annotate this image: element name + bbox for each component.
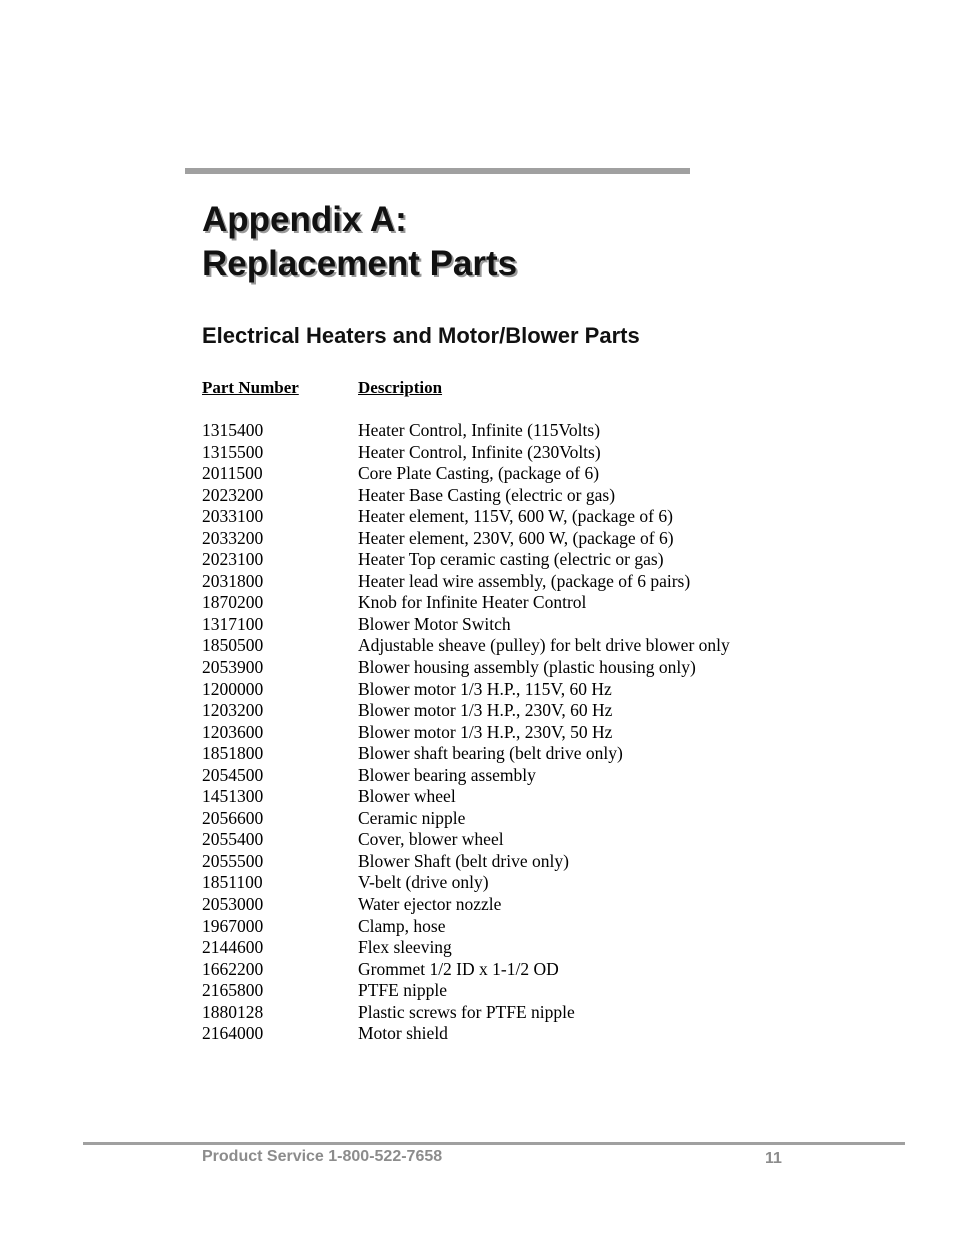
part-description: Adjustable sheave (pulley) for belt drive blower only <box>358 635 730 656</box>
table-row <box>202 528 730 550</box>
part-number: 1317100 <box>202 613 264 634</box>
table-row <box>202 808 730 830</box>
part-description: Grommet 1/2 ID x 1-1/2 OD <box>358 958 559 979</box>
part-description: Heater Control, Infinite (230Volts) <box>358 441 601 462</box>
part-number: 2033200 <box>202 527 264 548</box>
part-number: 2031800 <box>202 570 264 591</box>
page-title <box>202 198 517 286</box>
part-description: Blower Motor Switch <box>358 613 511 634</box>
table-row <box>202 485 730 507</box>
part-number: 2054500 <box>202 764 264 785</box>
table-row <box>202 571 730 593</box>
part-number: 2011500 <box>202 463 263 484</box>
part-number: 1870200 <box>202 592 264 613</box>
part-description: Heater Control, Infinite (115Volts) <box>358 420 601 440</box>
part-description: Blower Shaft (belt drive only) <box>358 850 569 871</box>
part-description: Clamp, hose <box>358 915 446 936</box>
part-number: 2023100 <box>202 549 264 570</box>
part-number: 1851100 <box>202 872 263 893</box>
part-description: Blower bearing assembly <box>358 764 536 785</box>
part-number: 2053000 <box>202 894 264 915</box>
table-row <box>202 829 730 851</box>
table-row <box>202 549 730 571</box>
part-description: PTFE nipple <box>358 980 447 1001</box>
part-description: Heater element, 115V, 600 W, (package of 6) <box>358 506 673 527</box>
part-description: Blower motor 1/3 H.P., 230V, 50 Hz <box>358 721 613 742</box>
table-row <box>202 851 730 873</box>
table-row <box>202 614 730 636</box>
table-row <box>202 916 730 938</box>
part-description: Flex sleeving <box>358 937 452 958</box>
part-number: 2055400 <box>202 829 264 850</box>
footer-divider <box>83 1142 905 1145</box>
part-description: Heater element, 230V, 600 W, (package of 6) <box>358 527 674 548</box>
table-row <box>202 592 730 614</box>
part-number: 1850500 <box>202 635 264 656</box>
part-number: 1451300 <box>202 786 264 807</box>
part-description: Core Plate Casting, (package of 6) <box>358 463 600 484</box>
table-row <box>202 463 730 485</box>
part-number: 1315500 <box>202 441 264 462</box>
table-row <box>202 786 730 808</box>
table-row <box>202 765 730 787</box>
table-row <box>202 635 730 657</box>
part-description: Cover, blower wheel <box>358 829 504 850</box>
part-number: 2165800 <box>202 980 264 1001</box>
table-row <box>202 722 730 744</box>
part-description: Knob for Infinite Heater Control <box>358 592 587 613</box>
part-number: 1851800 <box>202 743 264 764</box>
page-number: 11 <box>765 1150 782 1167</box>
part-description: Motor shield <box>358 1023 448 1044</box>
column-header-description: Description <box>358 378 443 397</box>
top-divider <box>185 168 690 174</box>
part-number: 2144600 <box>202 937 264 958</box>
part-description: Heater lead wire assembly, (package of 6 pairs) <box>358 570 691 591</box>
part-number: 1200000 <box>202 678 264 699</box>
footer-product-service: Product Service 1-800-522-7658 <box>202 1148 443 1165</box>
part-description: Water ejector nozzle <box>358 894 502 915</box>
table-row <box>202 679 730 701</box>
page-title-line-1: Appendix A: <box>202 200 407 239</box>
part-number: 2023200 <box>202 484 264 505</box>
table-row <box>202 1023 730 1045</box>
part-number: 1662200 <box>202 958 264 979</box>
table-row <box>202 980 730 1002</box>
part-description: Blower wheel <box>358 786 456 807</box>
column-header-part-number: Part Number <box>202 378 299 397</box>
part-description: V-belt (drive only) <box>358 872 489 893</box>
part-description: Plastic screws for PTFE nipple <box>358 1001 575 1022</box>
part-number: 1880128 <box>202 1001 264 1022</box>
table-row <box>202 894 730 916</box>
part-description: Blower housing assembly (plastic housing only) <box>358 657 696 678</box>
table-row <box>202 420 730 442</box>
part-number: 2055500 <box>202 850 264 871</box>
table-row <box>202 872 730 894</box>
table-row <box>202 959 730 981</box>
part-number: 2164000 <box>202 1023 264 1044</box>
table-row <box>202 506 730 528</box>
part-number: 1967000 <box>202 915 264 936</box>
part-description: Ceramic nipple <box>358 807 466 828</box>
part-number: 1315400 <box>202 420 264 440</box>
table-row <box>202 657 730 679</box>
part-description: Heater Base Casting (electric or gas) <box>358 484 616 505</box>
part-number: 2033100 <box>202 506 264 527</box>
section-heading: Electrical Heaters and Motor/Blower Parts <box>202 323 640 348</box>
part-number: 1203600 <box>202 721 264 742</box>
table-row <box>202 442 730 464</box>
part-number: 2053900 <box>202 657 264 678</box>
table-row <box>202 937 730 959</box>
parts-list <box>202 420 730 1045</box>
part-description: Blower motor 1/3 H.P., 115V, 60 Hz <box>358 678 612 699</box>
part-description: Heater Top ceramic casting (electric or gas) <box>358 549 664 570</box>
table-row <box>202 1002 730 1024</box>
part-number: 2056600 <box>202 807 264 828</box>
table-row <box>202 700 730 722</box>
part-description: Blower motor 1/3 H.P., 230V, 60 Hz <box>358 700 613 721</box>
part-description: Blower shaft bearing (belt drive only) <box>358 743 623 764</box>
table-row <box>202 743 730 765</box>
page-title-line-2: Replacement Parts <box>202 244 518 283</box>
part-number: 1203200 <box>202 700 264 721</box>
